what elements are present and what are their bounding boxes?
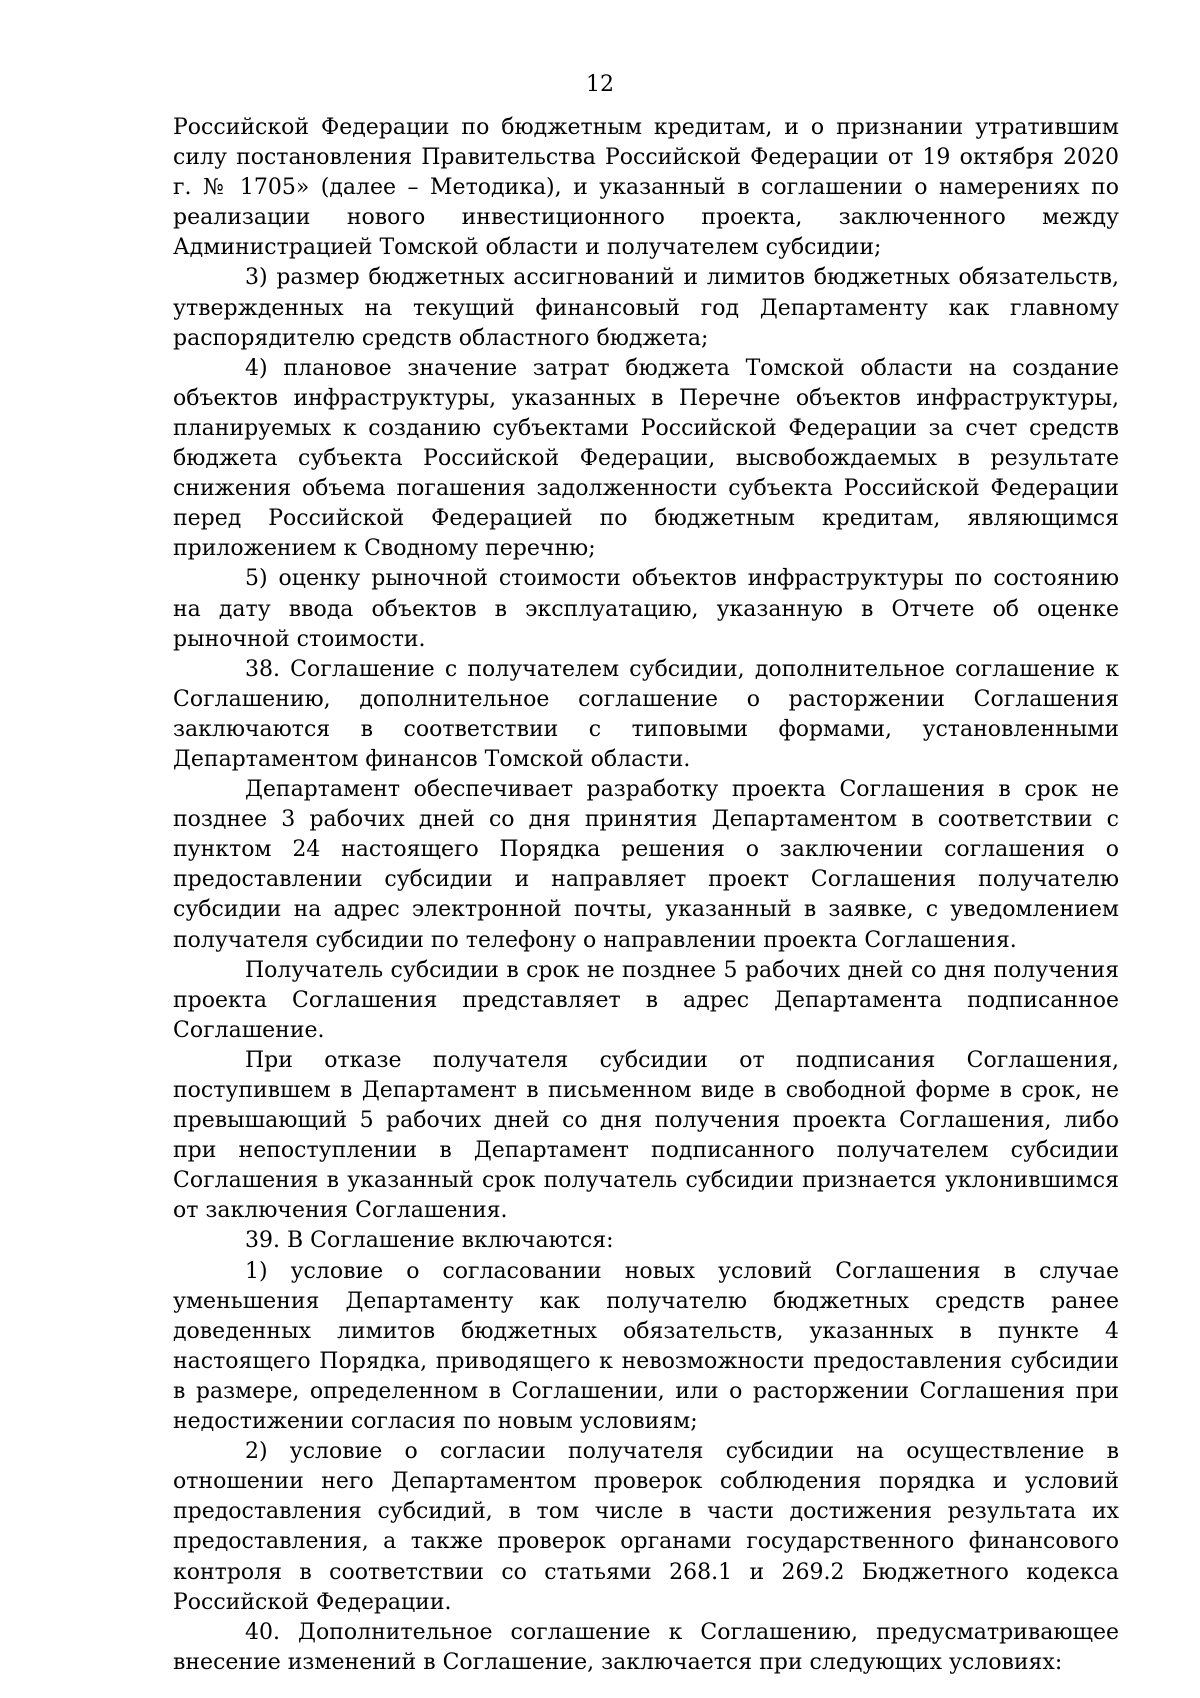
- paragraph: Российской Федерации по бюджетным кредитам, и о признании утратившим силу постановления Правительства Российской Федерации от 19 октября 2020 г. № 1705» (далее – Методика), и указанный в соглашении о намерениях по реализации нового инвестиционного проекта, заключенного между Администрацией Томской области и получателем субсидии;: [173, 115, 1119, 261]
- paragraph: 2) условие о согласии получателя субсидии на осуществление в отношении него Департаментом проверок соблюдения порядка и условий предоставления субсидий, в том числе в части достижения результата их предоставления, а также проверок органами государственного финансового контроля в соответствии со статьями 268.1 и 269.2 Бюджетного кодекса Российской Федерации.: [173, 1439, 1119, 1615]
- page-number: 12: [586, 72, 614, 97]
- paragraph: 40. Дополнительное соглашение к Соглашению, предусматривающее внесение изменений в Соглашение, заключается при следующих условиях:: [173, 1619, 1119, 1675]
- paragraph: 38. Соглашение с получателем субсидии, дополнительное соглашение к Соглашению, дополнительное соглашение о расторжении Соглашения заключаются в соответствии с типовыми формами, установленными Департаментом финансов Томской области.: [173, 656, 1119, 772]
- document-body: [173, 113, 1119, 1678]
- paragraph: 1) условие о согласовании новых условий Соглашения в случае уменьшения Департаменту как получателю бюджетных средств ранее доведенных лимитов бюджетных обязательств, указанных в пункте 4 настоящего Порядка, приводящего к невозможности предоставления субсидии в размере, определенном в Соглашении, или о расторжении Соглашения при недостижении согласия по новым условиям;: [173, 1258, 1119, 1435]
- paragraph: Департамент обеспечивает разработку проекта Соглашения в срок не позднее 3 рабочих дней со дня принятия Департаментом в соответствии с пунктом 24 настоящего Порядка решения о заключении соглашения о предоставлении субсидии и направляет проект Соглашения получателю субсидии на адрес электронной почты, указанный в заявке, с уведомлением получателя субсидии по телефону о направлении проекта Соглашения.: [173, 777, 1119, 953]
- paragraph: 5) оценку рыночной стоимости объектов инфраструктуры по состоянию на дату ввода объектов в эксплуатацию, указанную в Отчете об оценке рыночной стоимости.: [173, 566, 1119, 652]
- paragraph: Получатель субсидии в срок не позднее 5 рабочих дней со дня получения проекта Соглашения представляет в адрес Департамента подписанное Соглашение.: [173, 957, 1119, 1043]
- paragraph: При отказе получателя субсидии от подписания Соглашения, поступившем в Департамент в письменном виде в свободной форме в срок, не превышающий 5 рабочих дней со дня получения проекта Соглашения, либо при непоступлении в Департамент подписанного получателем субсидии Соглашения в указанный срок получатель субсидии признается уклонившимся от заключения Соглашения.: [173, 1047, 1119, 1224]
- paragraph: 3) размер бюджетных ассигнований и лимитов бюджетных обязательств, утвержденных на текущий финансовый год Департаменту как главному распорядителю средств областного бюджета;: [173, 265, 1119, 351]
- paragraph: 4) плановое значение затрат бюджета Томской области на создание объектов инфраструктуры, указанных в Перечне объектов инфраструктуры, планируемых к созданию субъектами Российской Федерации за счет средств бюджета субъекта Российской Федерации, высвобождаемых в результате снижения объема погашения задолженности субъекта Российской Федерации перед Российской Федерацией по бюджетным кредитам, являющимся приложением к Сводному перечню;: [173, 355, 1119, 562]
- paragraph: 39. В Соглашение включаются:: [245, 1228, 614, 1254]
